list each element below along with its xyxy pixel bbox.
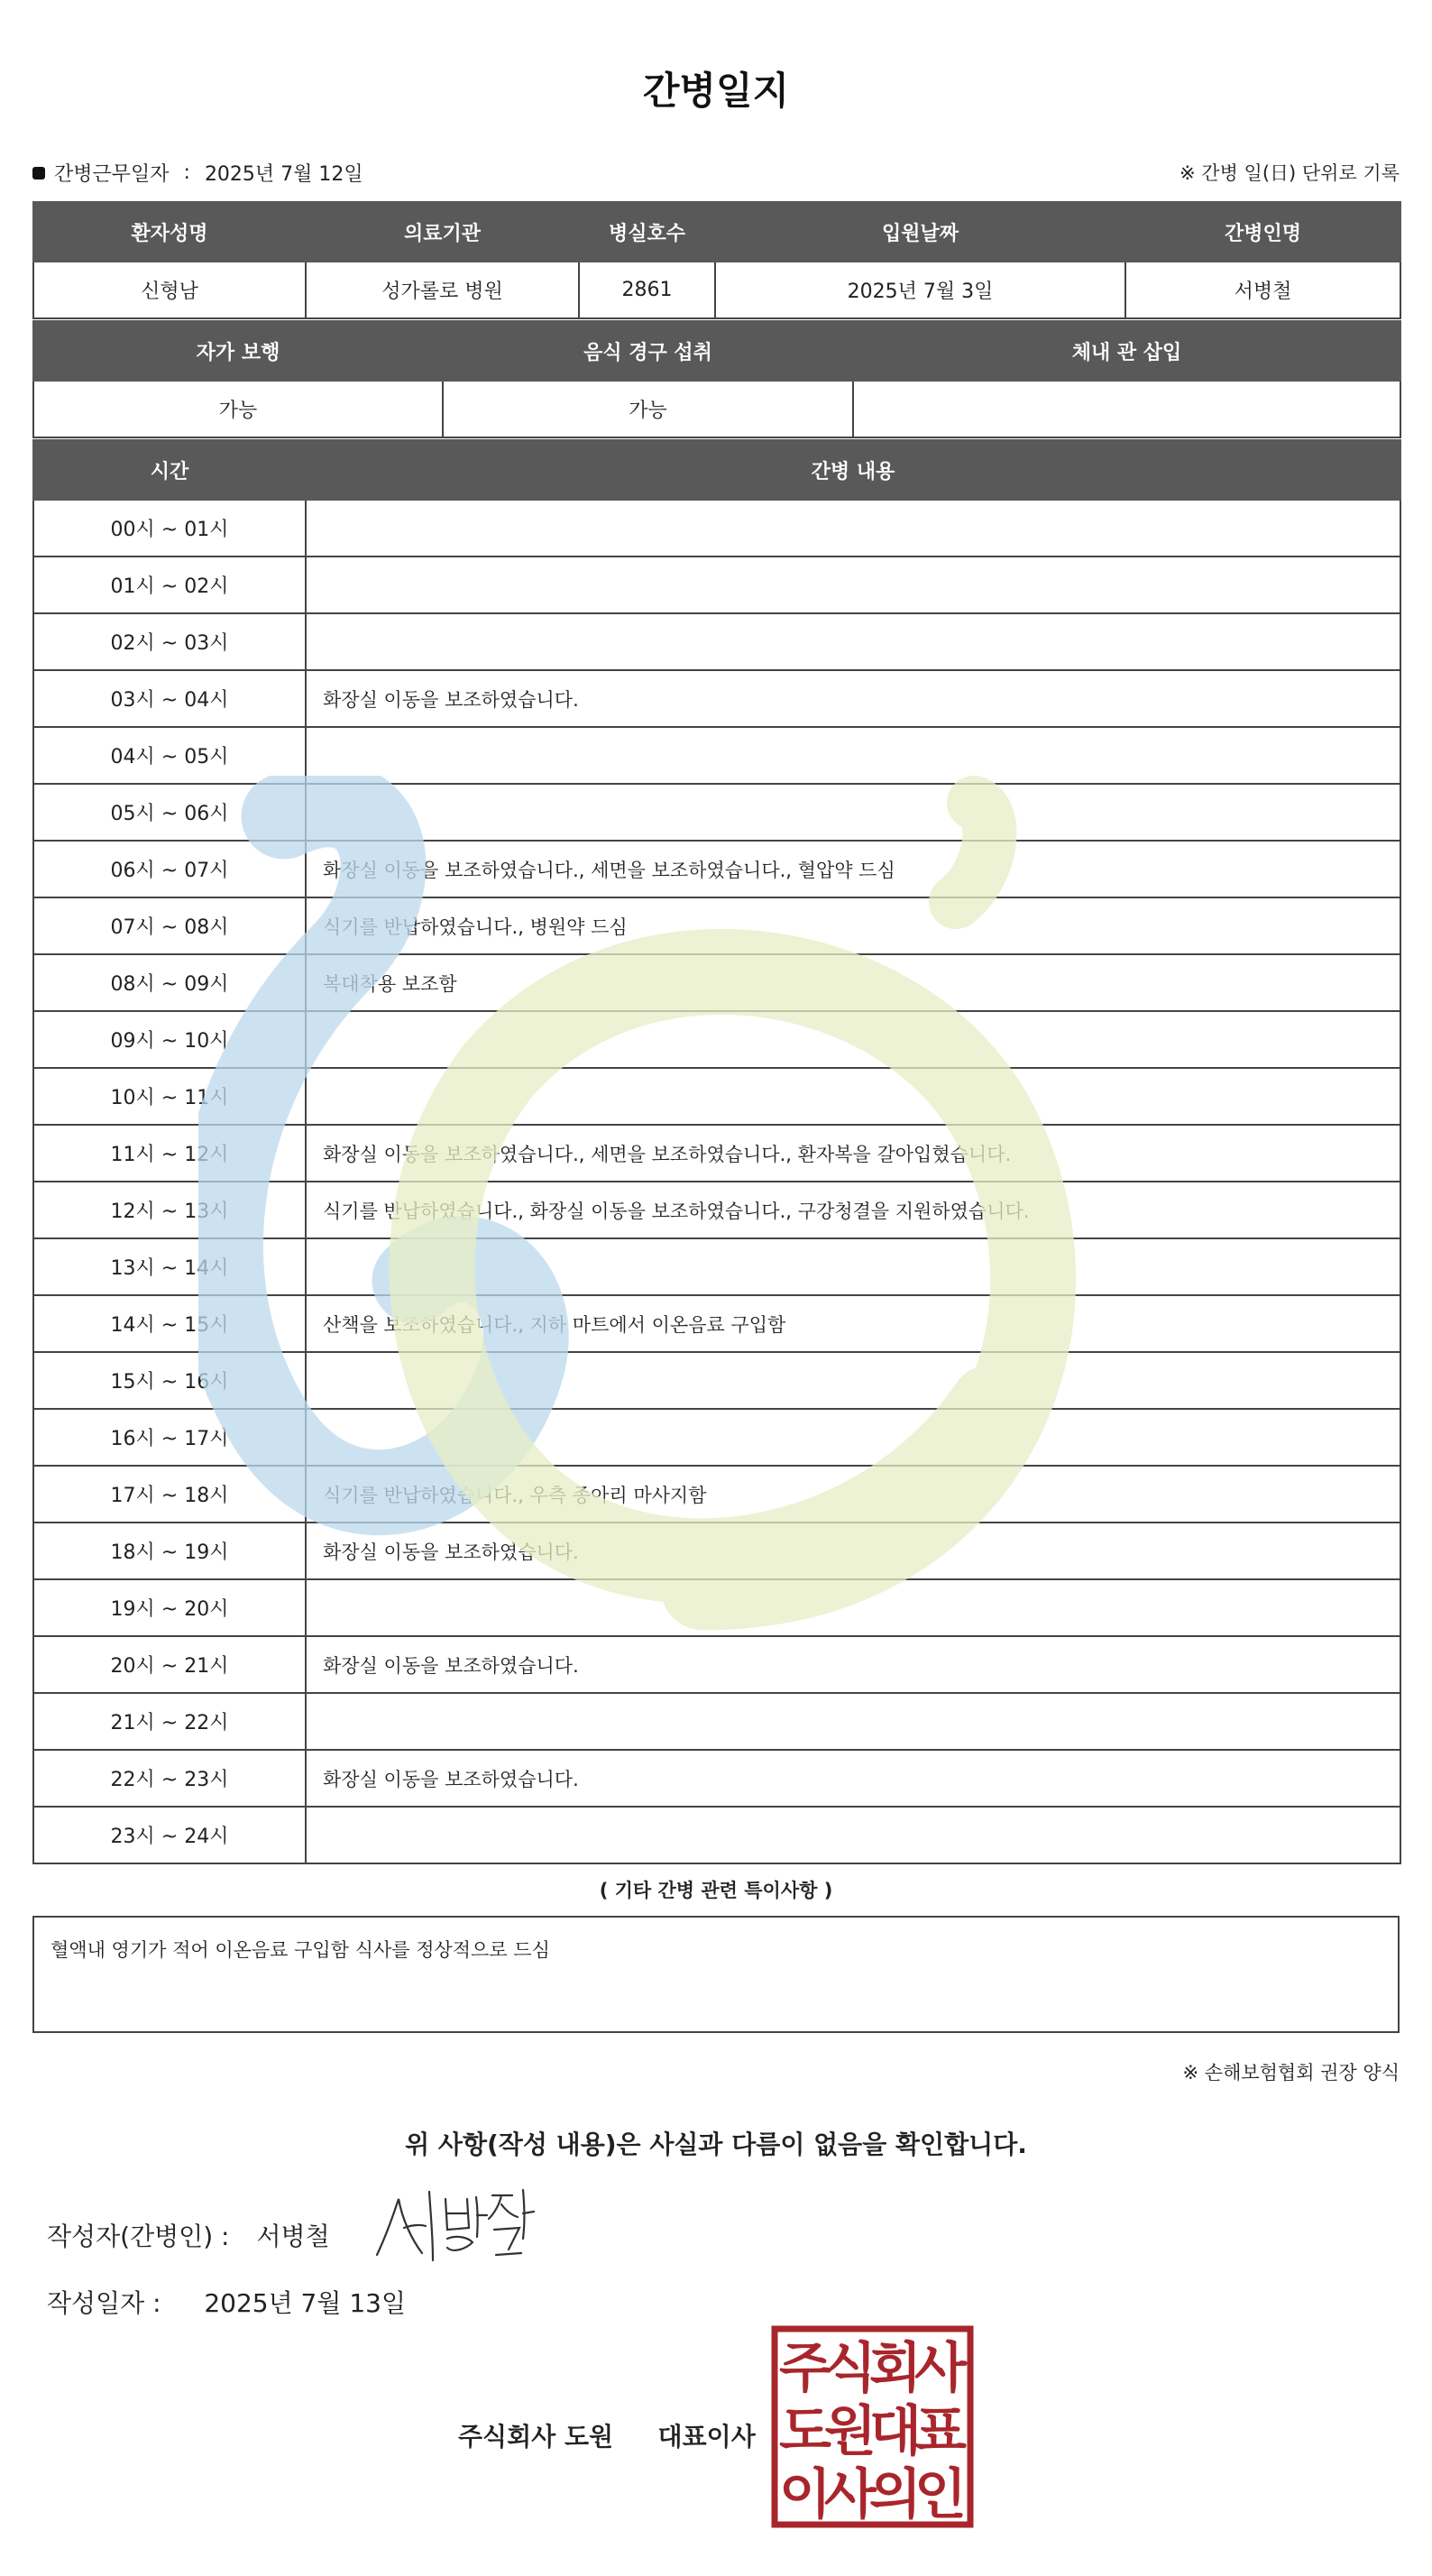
care-time-cell: 07시 ~ 08시 <box>33 897 306 954</box>
care-time-cell: 03시 ~ 04시 <box>33 670 306 727</box>
care-time-cell: 10시 ~ 11시 <box>33 1068 306 1125</box>
oral-intake-value: 가능 <box>443 381 853 437</box>
written-date-label: 작성일자 : <box>47 2288 161 2318</box>
meta-row <box>32 159 1400 186</box>
care-time-cell: 22시 ~ 23시 <box>33 1750 306 1807</box>
work-date-label: 간병근무일자 <box>54 163 170 186</box>
care-time-cell: 00시 ~ 01시 <box>33 500 306 557</box>
care-header-row <box>33 440 1400 500</box>
care-time-cell: 13시 ~ 14시 <box>33 1238 306 1295</box>
care-log-row <box>33 1523 1400 1579</box>
svg-text:주: 주 <box>779 2337 831 2400</box>
care-content-cell <box>306 1693 1400 1750</box>
header-care-content: 간병 내용 <box>306 440 1400 500</box>
work-date-separator: : <box>183 161 190 184</box>
patient-info-table <box>32 201 1401 319</box>
care-content-cell: 화장실 이동을 보조하였습니다. <box>306 1636 1400 1693</box>
care-content-cell: 화장실 이동을 보조하였습니다. <box>306 1750 1400 1807</box>
svg-text:도: 도 <box>779 2400 831 2463</box>
self-walking-value: 가능 <box>33 381 443 437</box>
header-admission-date: 입원날짜 <box>715 202 1125 262</box>
care-log-table <box>32 439 1401 1864</box>
header-hospital: 의료기관 <box>306 202 579 262</box>
patient-info-header-row <box>33 202 1400 262</box>
care-content-cell <box>306 1011 1400 1068</box>
care-content-cell <box>306 784 1400 841</box>
care-log-row <box>33 727 1400 784</box>
care-time-cell: 18시 ~ 19시 <box>33 1523 306 1579</box>
care-content-cell <box>306 1068 1400 1125</box>
header-patient-name: 환자성명 <box>33 202 306 262</box>
writer-name: 서병철 <box>256 2222 330 2251</box>
notes-heading: ( 기타 간병 관련 특이사항 ) <box>599 1880 833 1901</box>
care-time-cell: 01시 ~ 02시 <box>33 557 306 613</box>
caregiver-name: 서병철 <box>1125 262 1400 318</box>
care-content-cell <box>306 500 1400 557</box>
care-log-row <box>33 1693 1400 1750</box>
care-log-row <box>33 784 1400 841</box>
care-content-cell: 식기를 반납하였습니다., 우측 종아리 마사지함 <box>306 1466 1400 1523</box>
company-name: 주식회사 도원 <box>458 2422 614 2452</box>
svg-text:원: 원 <box>824 2400 877 2463</box>
care-time-cell: 23시 ~ 24시 <box>33 1807 306 1863</box>
svg-text:회: 회 <box>869 2337 922 2400</box>
writer-label: 작성자(간병인) : <box>47 2222 230 2251</box>
care-content-cell: 화장실 이동을 보조하였습니다. <box>306 670 1400 727</box>
care-time-cell: 20시 ~ 21시 <box>33 1636 306 1693</box>
care-log-row <box>33 1579 1400 1636</box>
writer-line <box>47 2217 330 2253</box>
svg-text:대: 대 <box>869 2400 922 2463</box>
company-seal <box>771 2325 974 2528</box>
form-source-note: ※ 손해보험협회 권장 양식 <box>1182 2062 1400 2084</box>
care-time-cell: 11시 ~ 12시 <box>33 1125 306 1182</box>
handwritten-signature <box>368 2183 539 2269</box>
care-log-row <box>33 954 1400 1011</box>
care-time-cell: 16시 ~ 17시 <box>33 1409 306 1466</box>
care-log-row <box>33 1068 1400 1125</box>
care-content-cell: 식기를 반납하였습니다., 화장실 이동을 보조하였습니다., 구강청결을 지원하였습니다. <box>306 1182 1400 1238</box>
care-time-cell: 05시 ~ 06시 <box>33 784 306 841</box>
care-content-cell: 화장실 이동을 보조하였습니다., 세면을 보조하였습니다., 환자복을 갈아입혔습니다. <box>306 1125 1400 1182</box>
care-content-cell: 산책을 보조하였습니다., 지하 마트에서 이온음료 구입함 <box>306 1295 1400 1352</box>
tube-insertion-value <box>853 381 1400 437</box>
header-oral-intake: 음식 경구 섭취 <box>443 321 853 381</box>
care-log-row <box>33 1182 1400 1238</box>
work-date-group <box>32 159 363 187</box>
patient-info-value-row <box>33 262 1400 318</box>
written-date-line <box>47 2284 406 2320</box>
svg-text:사: 사 <box>914 2337 967 2400</box>
care-log-row <box>33 1295 1400 1352</box>
room-number: 2861 <box>579 262 715 318</box>
care-time-cell: 12시 ~ 13시 <box>33 1182 306 1238</box>
admission-date: 2025년 7월 3일 <box>715 262 1125 318</box>
care-time-cell: 09시 ~ 10시 <box>33 1011 306 1068</box>
care-log-row <box>33 1238 1400 1295</box>
care-content-cell <box>306 557 1400 613</box>
svg-text:식: 식 <box>824 2337 877 2400</box>
care-content-cell: 복대착용 보조함 <box>306 954 1400 1011</box>
care-time-cell: 15시 ~ 16시 <box>33 1352 306 1409</box>
care-log-row <box>33 670 1400 727</box>
care-content-cell <box>306 727 1400 784</box>
care-log-row <box>33 1409 1400 1466</box>
care-log-row <box>33 1636 1400 1693</box>
care-time-cell: 04시 ~ 05시 <box>33 727 306 784</box>
header-time: 시간 <box>33 440 306 500</box>
care-log-row <box>33 1352 1400 1409</box>
header-self-walking: 자가 보행 <box>33 321 443 381</box>
care-time-cell: 19시 ~ 20시 <box>33 1579 306 1636</box>
svg-text:인: 인 <box>914 2463 967 2526</box>
svg-text:사: 사 <box>824 2463 877 2526</box>
care-content-cell <box>306 1579 1400 1636</box>
hospital-name: 성가롤로 병원 <box>306 262 579 318</box>
company-signoff <box>458 2417 756 2453</box>
page-title: 간병일지 <box>642 69 790 113</box>
written-date-value: 2025년 7월 13일 <box>204 2288 406 2318</box>
care-log-row <box>33 1125 1400 1182</box>
header-room-number: 병실호수 <box>579 202 715 262</box>
care-time-cell: 17시 ~ 18시 <box>33 1466 306 1523</box>
patient-status-table <box>32 320 1401 438</box>
care-time-cell: 02시 ~ 03시 <box>33 613 306 670</box>
header-tube-insertion: 체내 관 삽입 <box>853 321 1400 381</box>
care-log-row <box>33 841 1400 897</box>
status-header-row <box>33 321 1400 381</box>
care-time-cell: 14시 ~ 15시 <box>33 1295 306 1352</box>
care-log-row <box>33 1750 1400 1807</box>
patient-name: 신형남 <box>33 262 306 318</box>
confirmation-statement: 위 사항(작성 내용)은 사실과 다름이 없음을 확인합니다. <box>405 2130 1027 2159</box>
care-log-row <box>33 557 1400 613</box>
care-content-cell: 화장실 이동을 보조하였습니다., 세면을 보조하였습니다., 혈압약 드심 <box>306 841 1400 897</box>
company-representative-title: 대표이사 <box>657 2422 756 2452</box>
care-log-row <box>33 500 1400 557</box>
care-content-cell <box>306 1409 1400 1466</box>
care-time-cell: 21시 ~ 22시 <box>33 1693 306 1750</box>
record-unit-note: ※ 간병 일(日) 단위로 기록 <box>1180 162 1400 184</box>
care-content-cell <box>306 1807 1400 1863</box>
care-content-cell: 화장실 이동을 보조하였습니다. <box>306 1523 1400 1579</box>
care-content-cell <box>306 613 1400 670</box>
care-log-row <box>33 1807 1400 1863</box>
care-log-row <box>33 613 1400 670</box>
work-date-value: 2025년 7월 12일 <box>204 163 363 186</box>
svg-text:의: 의 <box>869 2463 922 2526</box>
care-content-cell <box>306 1238 1400 1295</box>
svg-text:표: 표 <box>914 2400 967 2463</box>
bullet-icon <box>32 167 45 179</box>
care-time-cell: 08시 ~ 09시 <box>33 954 306 1011</box>
care-log-row <box>33 1011 1400 1068</box>
svg-text:이: 이 <box>779 2463 831 2526</box>
status-value-row <box>33 381 1400 437</box>
care-log-row <box>33 1466 1400 1523</box>
care-log-body <box>33 500 1400 1863</box>
notes-box: 혈액내 영기가 적어 이온음료 구입함 식사를 정상적으로 드심 <box>32 1916 1400 2033</box>
care-content-cell: 식기를 반납하였습니다., 병원약 드심 <box>306 897 1400 954</box>
header-caregiver-name: 간병인명 <box>1125 202 1400 262</box>
care-content-cell <box>306 1352 1400 1409</box>
care-time-cell: 06시 ~ 07시 <box>33 841 306 897</box>
care-log-row <box>33 897 1400 954</box>
